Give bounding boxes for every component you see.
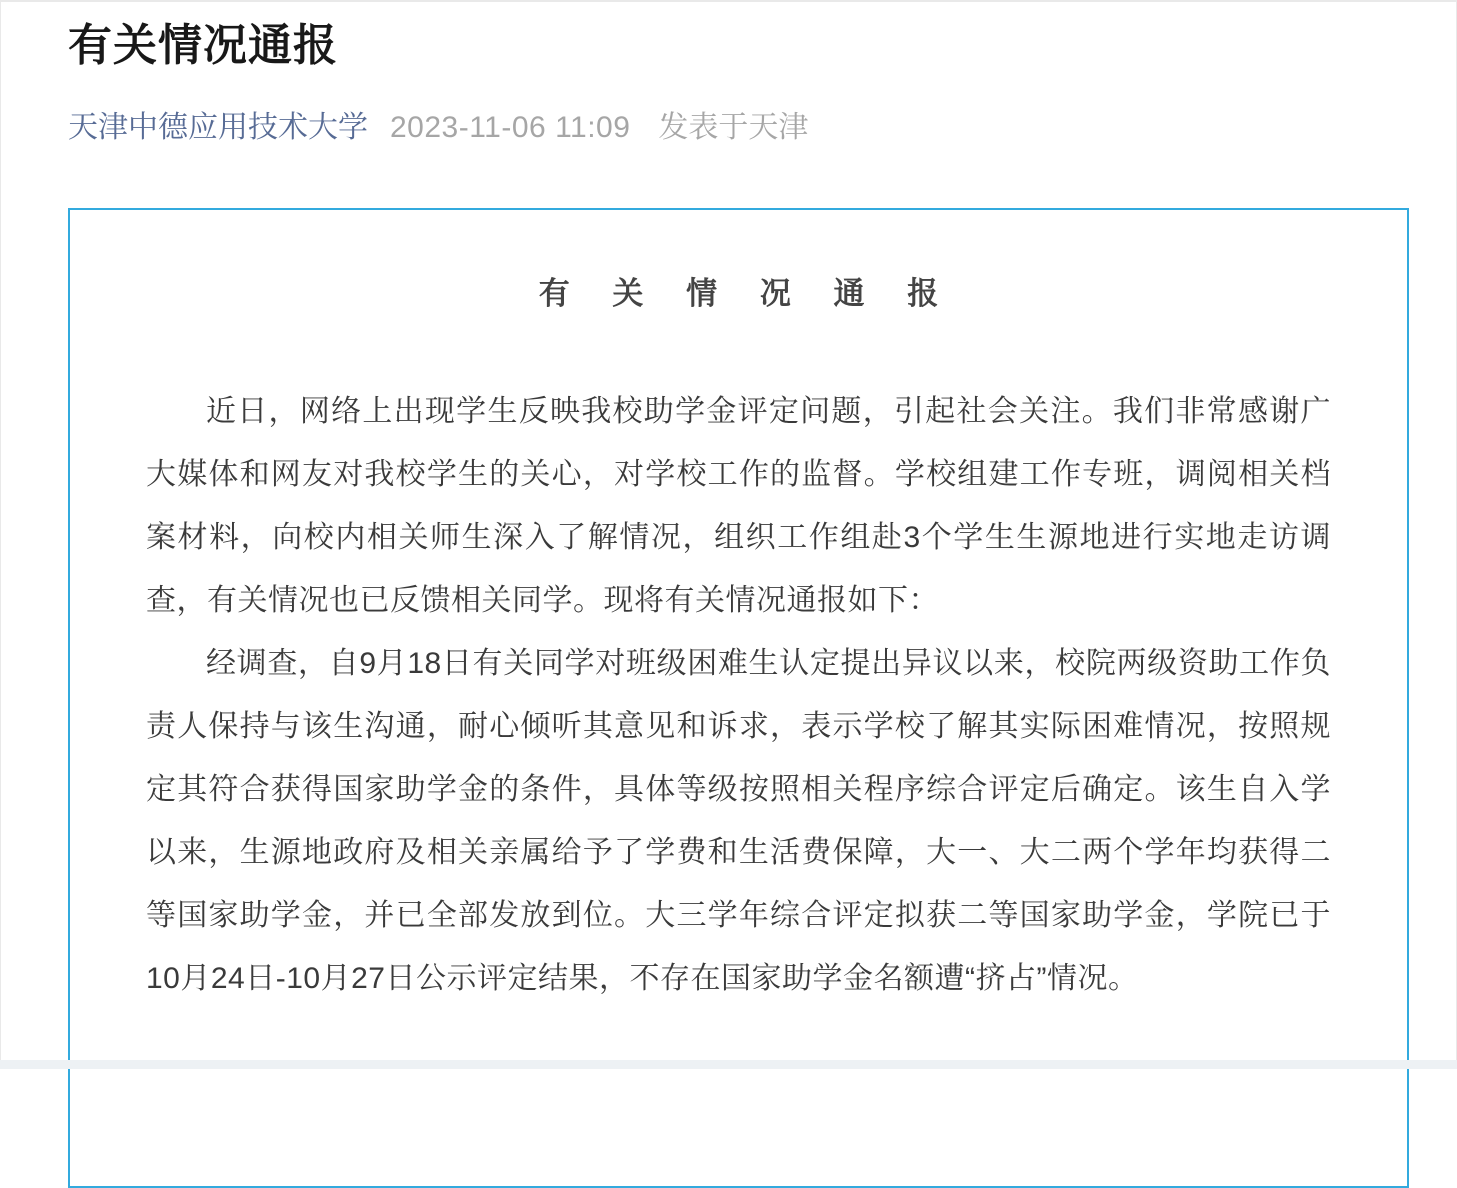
notice-box [68, 208, 1409, 1188]
page-title: 有关情况通报 [68, 21, 338, 70]
article-meta [68, 108, 808, 148]
notice-paragraph-2: 经调查，自9月18日有关同学对班级困难生认定提出异议以来，校院两级资助工作负责人保持与该生沟通，耐心倾听其意见和诉求，表示学校了解其实际困难情况，按照规定其符合获得国家助学金的条件，具体等级按照相关程序综合评定后确定。该生自入学以来，生源地政府及相关亲属给予了学费和生活费保障，大一、大二两个学年均获得二等国家助学金，并已全部发放到位。大三学年综合评定拟获二等国家助学金，学院已于10月24日-10月27日公示评定结果，不存在国家助学金名额遭“挤占”情况。 [146, 647, 1331, 995]
notice-paragraph-1: 近日，网络上出现学生反映我校助学金评定问题，引起社会关注。我们非常感谢广大媒体和网友对我校学生的关心，对学校工作的监督。学校组建工作专班，调阅相关档案材料，向校内相关师生深入了解情况，组织工作组赴3个学生生源地进行实地走访调查，有关情况也已反馈相关同学。现将有关情况通报如下： [146, 395, 1331, 617]
publish-location: 发表于天津 [658, 111, 809, 144]
viewport-bottom-edge [0, 1060, 1457, 1069]
account-link[interactable]: 天津中德应用技术大学 [68, 111, 368, 144]
notice-title: 有 关 情 况 通 报 [538, 276, 956, 311]
publish-datetime: 2023-11-06 11:09 [390, 111, 631, 144]
